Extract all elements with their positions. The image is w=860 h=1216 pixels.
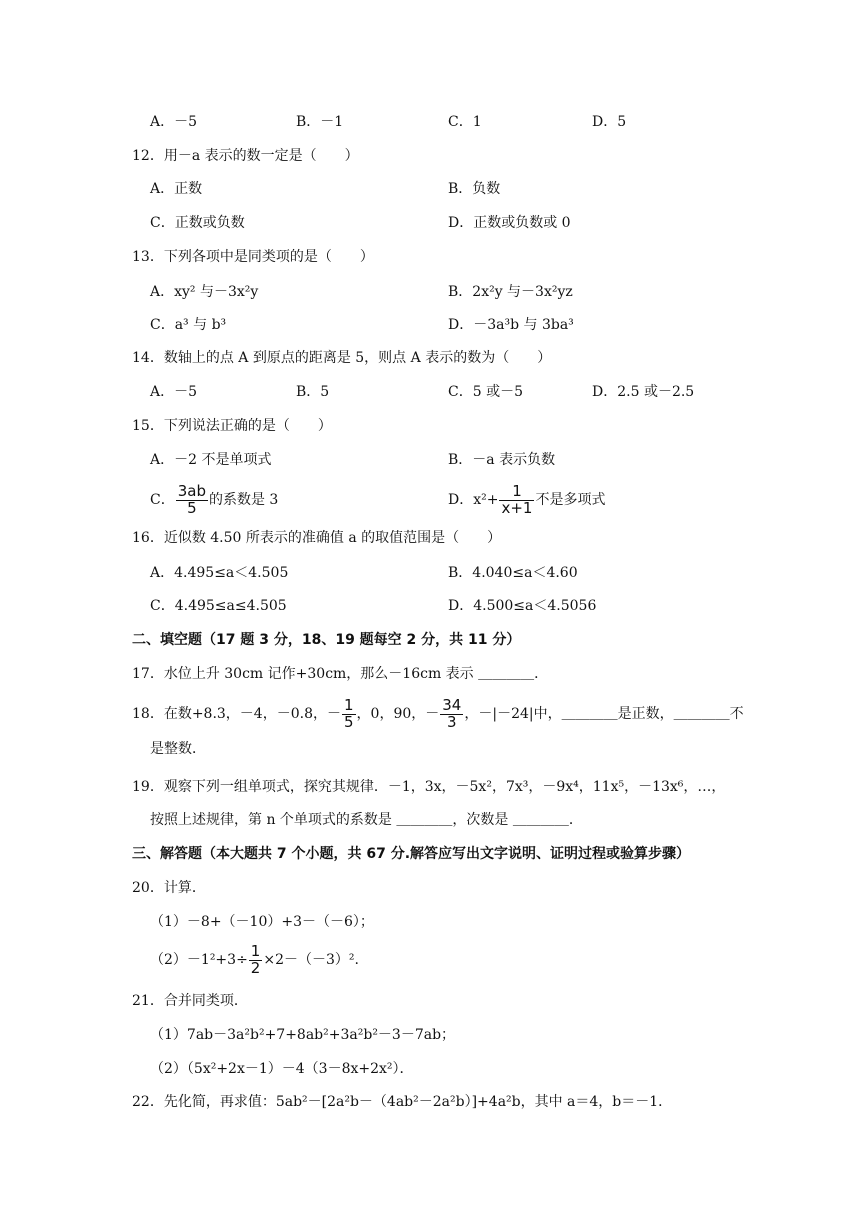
q15-option-a: A．－2 不是单项式: [150, 452, 272, 468]
q13-options-row2: [0, 313, 860, 337]
q19-line1: 19．观察下列一组单项式，探究其规律．－1，3x，－5x²，7x³，－9x⁴，11x⁵，－13x⁶，…，: [132, 779, 726, 795]
q20-part2: [150, 940, 359, 980]
q15-d-denominator: x+1: [501, 498, 533, 517]
q20-p2-prefix: （2）－1²+3÷: [150, 952, 248, 968]
q18-line1: [132, 694, 744, 734]
q20-stem: 20．计算．: [132, 880, 206, 896]
q21-part1: （1）7ab－3a²b²+7+8ab²+3a²b²－3－7ab；: [150, 1027, 456, 1043]
q20-part1: （1）－8+（－10）+3－（－6）；: [150, 914, 374, 930]
q15-option-d: [448, 480, 605, 520]
q14-options: [0, 380, 860, 404]
q14-option-c: C．5 或－5: [448, 384, 523, 400]
q12-options-row2: [0, 211, 860, 235]
q15-c-denominator: 5: [187, 498, 197, 517]
q18-f1-denominator: 5: [343, 712, 354, 731]
q15-option-b: B．－a 表示负数: [448, 452, 556, 468]
q14-option-a: A．－5: [150, 384, 198, 400]
q18-part2: ，0，90，－: [356, 706, 440, 722]
q15-d-prefix: D．x²+: [448, 492, 499, 508]
q17: 17．水位上升 30cm 记作+30cm，那么－16cm 表示 ＿＿＿＿．: [132, 666, 549, 682]
q15-d-numerator: 1: [499, 484, 534, 501]
q18-f2-denominator: 3: [447, 712, 457, 731]
q18-line2: 是整数．: [150, 741, 206, 757]
q16-option-c: C．4.495≤a≤4.505: [150, 598, 287, 614]
q21-stem: 21．合并同类项．: [132, 993, 248, 1009]
q19-line2: 按照上述规律，第 n 个单项式的系数是 ＿＿＿＿，次数是 ＿＿＿＿．: [150, 812, 583, 828]
q13-option-d: D．－3a³b 与 3ba³: [448, 317, 574, 333]
q22: 22．先化简，再求值：5ab²－[2a²b－（4ab²－2a²b）]+4a²b，其中 a＝4，b＝－1．: [132, 1094, 673, 1110]
q12-options-row1: [0, 177, 860, 201]
q18-fraction-2: [440, 695, 463, 731]
q14-option-b: B．5: [296, 384, 330, 400]
q11-option-a: A．－5: [150, 114, 198, 130]
q11-option-b: B．－1: [296, 114, 344, 130]
q15-d-suffix: 不是多项式: [535, 492, 606, 508]
q21-part2: （2）（5x²+2x－1）－4（3－8x+2x²）．: [150, 1061, 414, 1077]
q15-c-fraction: [176, 481, 208, 517]
q15-options-row1: [0, 448, 860, 472]
q16-option-a: A．4.495≤a＜4.505: [150, 565, 289, 581]
q15-c-numerator: 3ab: [177, 481, 206, 500]
q13-stem: 13．下列各项中是同类项的是（ ）: [132, 249, 374, 265]
section2-heading: 二、填空题（17 题 3 分，18、19 题每空 2 分，共 11 分）: [132, 632, 521, 648]
q15-options-row2: [0, 480, 860, 520]
q15-c-suffix: 的系数是 3: [208, 492, 279, 508]
q12-option-d: D．正数或负数或 0: [448, 215, 571, 231]
q16-option-d: D．4.500≤a＜4.5056: [448, 598, 597, 614]
q18-f1-numerator: 1: [343, 695, 354, 714]
q14-stem: 14．数轴上的点 A 到原点的距离是 5，则点 A 表示的数为（ ）: [132, 350, 552, 366]
q14-option-d: D．2.5 或－2.5: [592, 384, 695, 400]
q16-options-row2: [0, 594, 860, 618]
q13-option-a: A．xy² 与－3x²y: [150, 284, 259, 300]
q18-part1: 18．在数+8.3，－4，－0.8，－: [132, 706, 341, 722]
q20-p2-suffix: ×2－（－3）².: [263, 952, 359, 968]
q20-numerator: 1: [250, 941, 261, 960]
q16-option-b: B．4.040≤a＜4.60: [448, 565, 578, 581]
q13-option-c: C．a³ 与 b³: [150, 317, 227, 333]
q13-option-b: B．2x²y 与－3x²yz: [448, 284, 573, 300]
q11-option-d: D．5: [592, 114, 627, 130]
q12-option-c: C．正数或负数: [150, 215, 245, 231]
q18-part3: ，－|－24|中，＿＿＿＿是正数，＿＿＿＿不: [464, 706, 744, 722]
q20-denominator: 2: [250, 958, 261, 977]
q12-option-b: B．负数: [448, 181, 501, 197]
q18-f2-numerator: 34: [442, 695, 462, 714]
q12-option-a: A．正数: [150, 181, 203, 197]
q13-options-row1: [0, 280, 860, 304]
q15-c-prefix: C．: [150, 492, 175, 508]
section3-heading: 三、解答题（本大题共 7 个小题，共 67 分.解答应写出文字说明、证明过程或验算步骤）: [132, 846, 691, 862]
q15-option-c: [150, 480, 278, 520]
q11-options: [0, 110, 860, 134]
q15-d-fraction: [499, 481, 534, 517]
q11-option-c: C．1: [448, 114, 482, 130]
q16-options-row1: [0, 561, 860, 585]
q16-stem: 16．近似数 4.50 所表示的准确值 a 的取值范围是（ ）: [132, 530, 502, 546]
q12-stem: 12．用－a 表示的数一定是（ ）: [132, 148, 359, 164]
q15-stem: 15．下列说法正确的是（ ）: [132, 418, 332, 434]
q20-fraction: [249, 941, 263, 977]
q18-fraction-1: [342, 695, 356, 731]
